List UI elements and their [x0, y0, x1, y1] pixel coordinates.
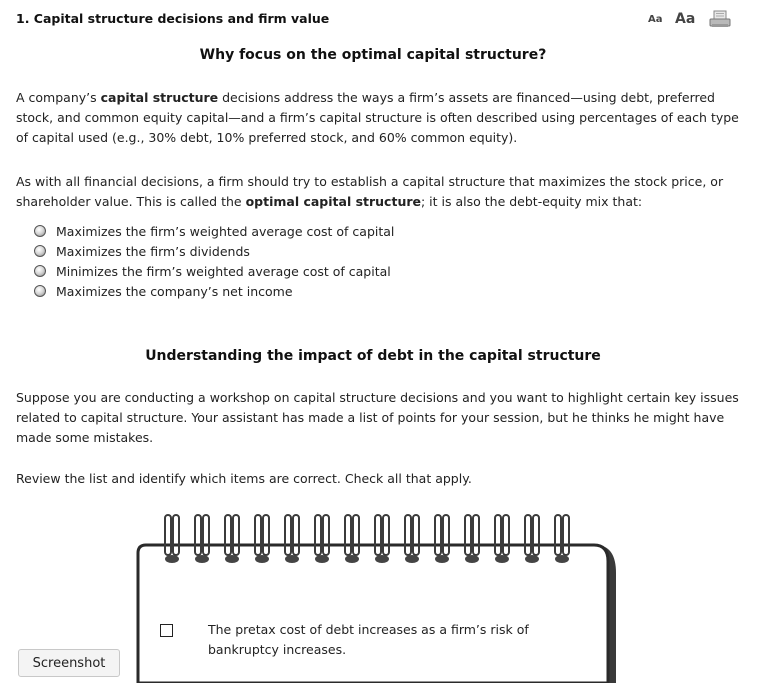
spiral-hole	[405, 555, 419, 563]
spiral-hole	[555, 555, 569, 563]
radio-option-label: Maximizes the firm’s weighted average cost of capital	[56, 223, 395, 239]
radio-option[interactable]	[34, 221, 394, 241]
radio-option-label: Maximizes the firm’s dividends	[56, 243, 250, 259]
font-increase-button[interactable]: Aa	[675, 11, 696, 27]
section-heading-optimal: Why focus on the optimal capital structure?	[199, 47, 547, 63]
radio-button[interactable]	[34, 245, 46, 257]
radio-option[interactable]	[34, 281, 293, 301]
term-optimal-capital-structure: optimal capital structure	[245, 194, 421, 209]
paragraph-instructions: Review the list and identify which items are correct. Check all that apply.	[16, 471, 472, 486]
spiral-hole	[165, 555, 179, 563]
spiral-hole	[495, 555, 509, 563]
radio-option-label: Maximizes the company’s net income	[56, 283, 293, 299]
spiral-hole	[435, 555, 449, 563]
spiral-hole	[195, 555, 209, 563]
screenshot-button[interactable]: Screenshot	[18, 649, 120, 677]
spiral-hole	[525, 555, 539, 563]
radio-option-label: Minimizes the firm’s weighted average cost of capital	[56, 263, 391, 279]
radio-option[interactable]	[34, 261, 391, 281]
spiral-hole	[465, 555, 479, 563]
term-capital-structure: capital structure	[100, 90, 219, 105]
checkbox[interactable]	[160, 624, 173, 637]
radio-button[interactable]	[34, 265, 46, 277]
checklist-item-label: The pretax cost of debt increases as a firm’s risk of bankruptcy increases.	[208, 622, 529, 657]
radio-button[interactable]	[34, 225, 46, 237]
question-title: 1. Capital structure decisions and firm value	[16, 11, 330, 26]
spiral-hole	[315, 555, 329, 563]
spiral-hole	[375, 555, 389, 563]
spiral-hole	[285, 555, 299, 563]
font-decrease-button[interactable]: Aa	[648, 14, 663, 25]
spiral-hole	[255, 555, 269, 563]
radio-button[interactable]	[34, 285, 46, 297]
printer-icon[interactable]	[709, 10, 731, 28]
spiral-hole	[225, 555, 239, 563]
paragraph-capital-structure: A company’s capital structure decisions address the ways a firm’s assets are financed—using debt, preferred stock, and common equity capital—and a firm’s capital structure is often described using percentages of each type of capital used (e.g., 30% debt, 10% preferred stock, and 60% common equity).	[16, 90, 739, 145]
radio-option[interactable]	[34, 241, 250, 261]
section-heading-debt-impact: Understanding the impact of debt in the capital structure	[145, 348, 601, 364]
spiral-hole	[345, 555, 359, 563]
paragraph-optimal-structure: As with all financial decisions, a firm should try to establish a capital structure that maximizes the stock price, or shareholder value. This is called the optimal capital structure; it is also the debt-equity mix that:	[16, 174, 724, 209]
paragraph-workshop: Suppose you are conducting a workshop on capital structure decisions and you want to highlight certain key issues related to capital structure. Your assistant has made a list of points for your session, but he thinks he might have made some mistakes.	[16, 390, 739, 445]
